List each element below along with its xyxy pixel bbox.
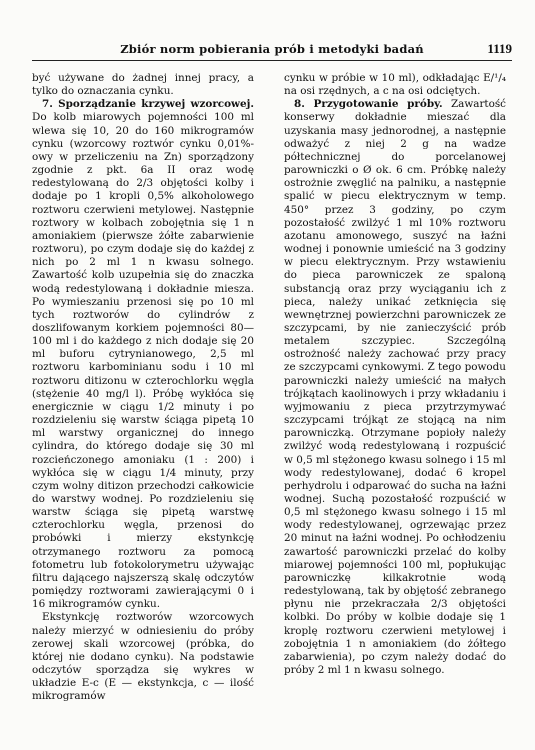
- extinction-paragraph: Ekstynkcję roztworów wzorcowych należy mierzyć w odniesieniu do próby zerowej skali wzorcowej (próbka, do której nie dodano cynku). Na podstawie odczytów sporządza się wykres w układzie E-c (E — ekstynkcja, c — ilość mikrogramów: [32, 611, 254, 703]
- section-7-heading: 7. Sporządzanie krzywej wzorcowej.: [42, 98, 254, 111]
- paragraph-continuation-left: być używane do żadnej innej pracy, a tylko do oznaczania cynku.: [32, 72, 254, 98]
- paragraph-continuation-right: cynku w próbie w 10 ml), odkładając E/¹/₄ na osi rzędnych, a c na osi odciętych.: [284, 72, 506, 98]
- section-8-paragraph: [284, 98, 506, 677]
- left-column: [32, 72, 254, 704]
- section-7-paragraph: [32, 98, 254, 611]
- right-column: [284, 72, 506, 677]
- running-title: Zbiór norm pobierania prób i metodyki badań: [120, 42, 424, 56]
- section-7-body: Do kolb miarowych pojemności 100 ml wlewa się 10, 20 do 160 mikrogramów cynku (wzorcowy roztwór cynku 0,01%-owy w przeliczeniu na Zn) sporządzony zgodnie z pkt. 6a II oraz wodę redestylowaną do 2/3 objętości kolby i dodaje po 1 kropli 0,5% alkoholowego roztworu czerwieni metylowej. Następnie roztwory w kolbach zobojętnia się 1 n amoniakiem (pierwsze żółte zabarwienie roztworu), po czym dodaje się do każdej z nich po 2 ml 1 n kwasu solnego. Zawartość kolb uzupełnia się do znaczka wodą redestylowaną i dokładnie miesza. Po wymieszaniu przenosi się po 10 ml tych roztworów do cylindrów z doszlifowanym korkiem pojemności 80—100 ml i do każdego z nich dodaje się 20 ml buforu cytrynianowego, 2,5 ml roztworu karbominianu sodu i 10 ml roztworu ditizonu w czterochlorku węgla (stężenie 40 mg/l l). Próbę wykłóca się energicznie w ciągu 1/2 minuty i po rozdzieleniu się warstw ściąga pipetą 10 ml warstwy organicznej do innego cylindra, do którego dodaje się 30 ml rozcieńczonego amoniaku (1 : 200) i wykłóca się w ciągu 1/4 minuty, przy czym wolny ditizon przechodzi całkowicie do warstwy wodnej. Po rozdzieleniu się warstw ściąga się pipetą warstwę czterochlorku węgla, przenosi do probówki i mierzy ekstynkcję otrzymanego roztworu za pomocą fotometru lub fotokolorymetru używając filtru dającego najszerszą skalę odczytów pomiędzy roztworami zawierającymi 0 i 16 mikrogramów cynku.: [32, 111, 254, 611]
- section-8-body: Zawartość konserwy dokładnie mieszać dla uzyskania masy jednorodnej, a następnie odważyć z niej 2 g na wadze półtechnicznej do porcelanowej parowniczki o Ø ok. 6 cm. Próbkę należy ostrożnie zwęglić na palniku, a następnie spalić w piecu elektrycznym w temp. 450° przez 3 godziny, po czym pozostałość zwilżyć 1 ml 10% roztworu azotanu amonowego, suszyć na łaźni wodnej i ponownie umieścić na 3 godziny w piecu elektrycznym. Przy wstawieniu do pieca parowniczek ze spaloną substancją oraz przy wyciąganiu ich z pieca, należy unikać zetknięcia się wewnętrznej powierzchni parowniczek ze szczypcami, by nie zanieczyścić prób metalem szczypiec. Szczególną ostrożność należy zachować przy pracy ze szczypcami cynkowymi. Z tego powodu parowniczki należy umieścić na małych trójkątach kaolinowych i przy wkładaniu i wyjmowaniu z pieca przytrzymywać szczypcami trójkąt ze stojącą na nim parowniczką. Otrzymane popioły należy zwilżyć wodą redestylowaną i rozpuścić w 0,5 ml stężonego kwasu solnego i 15 ml wody redestylowanej, dodać 6 kropel perhydrolu i odparować do sucha na łaźni wodnej. Suchą pozostałość rozpuścić w 0,5 ml stężonego kwasu solnego i 15 ml wody redestylowanej, ogrzewając przez 20 minut na łaźni wodnej. Po ochłodzeniu zawartość parowniczki przelać do kolby miarowej pojemności 100 ml, popłukując parowniczkę kilkakrotnie wodą redestylowaną, tak by objętość zebranego płynu nie przekraczała 2/3 objętości kolbki. Do próby w kolbie dodaje się 1 kroplę roztworu czerwieni metylowej i zobojętnia 1 n amoniakiem (do żółtego zabarwienia), po czym należy dodać do próby 2 ml 1 n kwasu solnego.: [284, 98, 506, 677]
- section-8-heading: 8. Przygotowanie próby.: [294, 98, 443, 111]
- page-number: 1119: [487, 41, 512, 56]
- running-header: [32, 38, 512, 61]
